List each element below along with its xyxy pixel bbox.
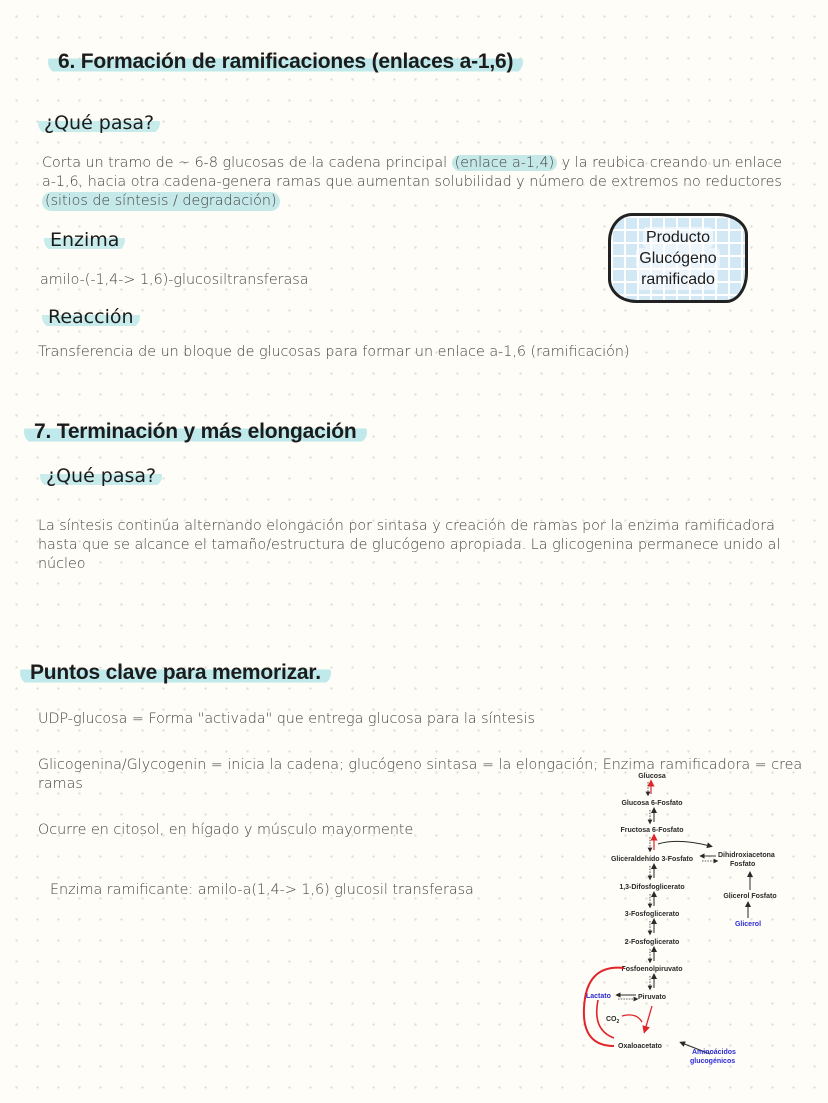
node-2-fosfoglicerato: 2-Fosfoglicerato [624,939,680,946]
node-fosfoenolpiruvato: Fosfoenolpiruvato [621,966,683,973]
arrow-down-red [645,1006,652,1030]
node-glicerol: Glicerol [734,921,762,928]
enzima-text: amilo-(-1,4-> 1,6)-glucosiltransferasa [40,272,309,288]
section7-title: 7. Terminación y más elongación [24,420,367,444]
red-bypass-curve [584,968,624,1046]
text-line: Glicogenina/Glycogenin = inicia la cadena; glucógeno sintasa = la elongación; Enzima ramificadora = crea [38,757,803,773]
section6-que-pasa-heading: ¿Qué pasa? [38,112,160,134]
reaccion-text: Transferencia de un bloque de glucosas para formar un enlace a-1,6 (ramificación) [38,344,630,360]
highlight-sitios: (sitios de síntesis / degradación) [42,192,280,211]
text-line: La síntesis continúa alternando elongación por sintasa y creación de ramas por la enzima ramificadora [38,518,775,534]
node-glucosa-6-fosfato: Glucosa 6-Fosfato [621,800,683,807]
text-line: a-1,6, hacia otra cadena-genera ramas que aumentan solubilidad y número de extremos no reductores [42,174,782,190]
node-glucosa: Glucosa [638,773,666,780]
node-aminoacidos: Aminoácidos [692,1049,736,1056]
section6-que-pasa-text [42,154,802,211]
node-fructosa-6-fosfato: Fructosa 6-Fosfato [620,827,684,834]
node-lactato: Lactato [586,993,611,1000]
producto-line: Producto [643,227,713,248]
producto-cloud [608,213,748,303]
text-line: ramas [38,776,83,792]
puntos-item-enzima-ramificante: Enzima ramificante: amilo-a(1,4-> 1,6) glucosil transferasa [50,882,474,898]
text-line: núcleo [38,556,86,572]
node-dihidroxiacetona: Dihidroxiacetona [718,852,775,859]
text-line: y la reubica creando un enlace [557,155,783,171]
arrow-co2-red [622,1015,642,1022]
node-glicerol-fosfato: Glicerol Fosfato [723,893,777,900]
enzima-heading: Enzima [44,229,125,251]
node-co2: $CO_2$ [606,1016,620,1025]
puntos-item-citosol: Ocurre en citosol, en hígado y músculo mayormente [38,822,414,838]
node-oxaloacetato: Oxaloacetato [618,1043,662,1050]
node-dihidroxiacetona-fosfato: Fosfato [730,861,756,868]
node-1-3-difosfoglicerato: 1,3-Difosfoglicerato [619,884,685,891]
text-line: Corta un tramo de ~ 6-8 glucosas de la cadena principal [42,155,452,171]
producto-line: ramificado [638,269,718,290]
highlight-enlace: (enlace a-1,4) [452,155,558,171]
node-3-fosfoglicerato: 3-Fosfoglicerato [624,911,680,918]
node-piruvato: Piruvato [638,994,667,1001]
puntos-clave-title: Puntos clave para memorizar. [20,661,331,685]
puntos-item-udp: UDP-glucosa = Forma "activada" que entrega glucosa para la síntesis [38,711,535,727]
gluconeogenesis-diagram [578,768,796,1070]
section6-title: 6. Formación de ramificaciones (enlaces a-1,6) [48,50,523,74]
node-gliceraldehido-3-fosfato: Gliceraldehído 3-Fosfato [610,856,694,863]
arrow-to-dihidroxiacetona [658,841,710,846]
reaccion-heading: Reacción [42,306,140,328]
section7-que-pasa-heading: ¿Qué pasa? [40,465,162,487]
text-line: hasta que se alcance el tamaño/estructura de glucógeno apropiada. La glicogenina permanece unido al [38,537,781,553]
section7-text [38,517,808,574]
producto-line: Glucógeno [636,248,719,269]
node-aminoacidos-glucogenicos: glucogénicos [690,1058,736,1065]
